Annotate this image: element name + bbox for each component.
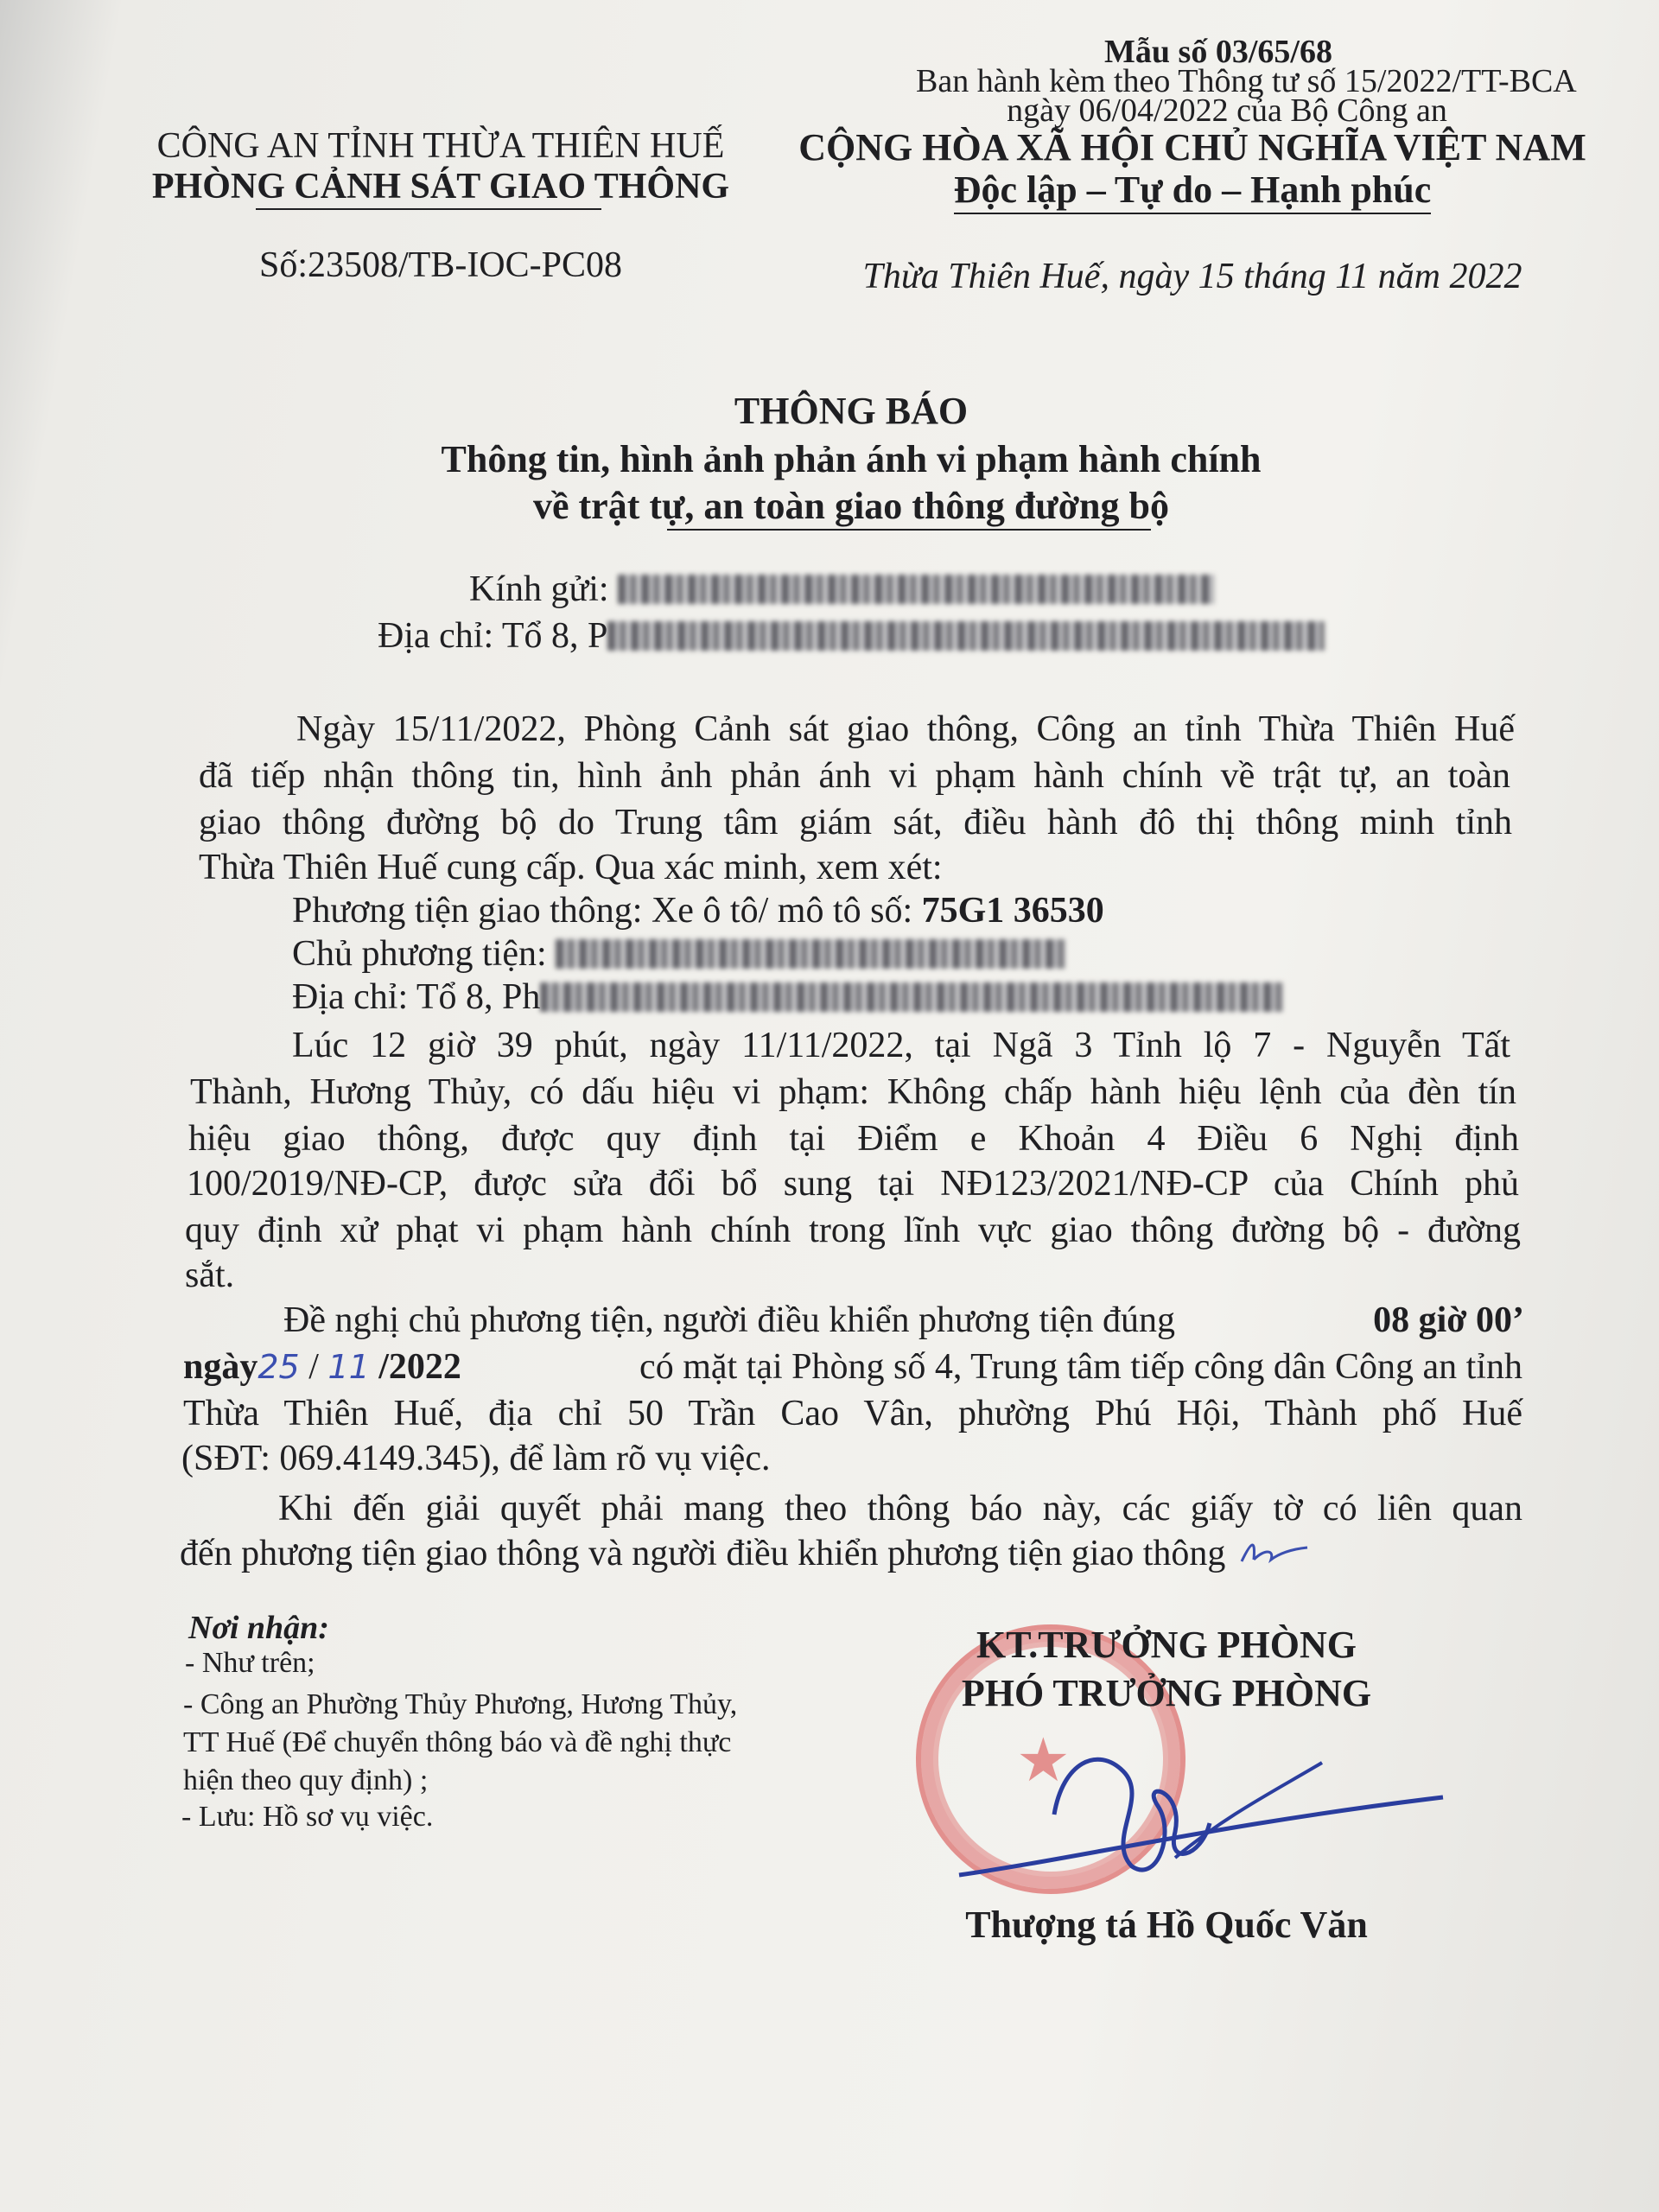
document-subtitle-1: Thông tin, hình ảnh phản ánh vi phạm hành chính [441, 438, 1262, 480]
initials-signature-icon [1235, 1535, 1313, 1570]
form-number: Mẫu số 03/65/68 [1104, 34, 1332, 70]
redacted-owner-name [556, 939, 1065, 969]
nation-title: CỘNG HÒA XÃ HỘI CHỦ NGHĨA VIỆT NAM [798, 126, 1586, 168]
p3-line1-text: Đề nghị chủ phương tiện, người điều khiển phương tiện đúng [283, 1300, 1175, 1340]
p3-line2 [183, 1346, 1522, 1388]
recipients-item-2-line3: hiện theo quy định) ; [183, 1764, 429, 1796]
p1-line1: Ngày 15/11/2022, Phòng Cảnh sát giao thông, Công an tỉnh Thừa Thiên Huế [296, 709, 1515, 749]
p1-line3: giao thông đường bộ do Trung tâm giám sát, điều hành đô thị thông minh tỉnh [199, 803, 1512, 842]
p2-line3: hiệu giao thông, được quy định tại Điểm e Khoản 4 Điều 6 Nghị định [188, 1119, 1519, 1159]
p4-line2 [180, 1533, 1313, 1574]
handwritten-signature-icon [950, 1711, 1452, 1910]
redacted-owner-address [540, 982, 1283, 1012]
recipients-item-2-line2: TT Huế (Để chuyển thông báo và đề nghị thực [183, 1726, 732, 1758]
license-plate: 75G1 36530 [921, 891, 1104, 931]
p1-line2: đã tiếp nhận thông tin, hình ảnh phản ánh vi phạm hành chính về trật tự, an toàn [199, 756, 1510, 796]
appointment-time: 08 giờ 00’ [1373, 1300, 1524, 1340]
p3-line4: (SĐT: 069.4149.345), để làm rõ vụ việc. [181, 1439, 771, 1478]
recipient-address-label: Địa chỉ: Tổ 8, P [378, 616, 608, 656]
signatory-role-1: KT.TRƯỞNG PHÒNG [976, 1624, 1357, 1666]
owner-address-line [292, 976, 1283, 1018]
p2-line5: quy định xử phạt vi phạm hành chính trong lĩnh vực giao thông đường bộ - đường [185, 1211, 1521, 1250]
appointment-date [183, 1346, 461, 1388]
vehicle-line [292, 890, 1104, 931]
document-number: Số:23508/TB-IOC-PC08 [258, 245, 623, 285]
handwritten-day: 25 [257, 1348, 300, 1386]
p2-line2: Thành, Hương Thủy, có dấu hiệu vi phạm: Không chấp hành hiệu lệnh của đèn tín [190, 1072, 1516, 1112]
document-title: THÔNG BÁO [734, 390, 969, 432]
subtitle-2-text: về trật tự, an toàn giao thông đường bộ [533, 485, 1169, 531]
recipients-item-3: - Lưu: Hồ sơ vụ việc. [181, 1801, 434, 1833]
p2-line4: 100/2019/NĐ-CP, được sửa đổi bổ sung tại NĐ123/2021/NĐ-CP của Chính phủ [187, 1164, 1519, 1204]
recipients-item-2-line1: - Công an Phường Thủy Phương, Hương Thủy, [183, 1688, 738, 1720]
motto [760, 168, 1624, 212]
date-label: ngày [183, 1347, 258, 1387]
p3-line3: Thừa Thiên Huế, địa chỉ 50 Trần Cao Vân, phường Phú Hội, Thành phố Huế [183, 1394, 1522, 1433]
vehicle-label: Phương tiện giao thông: Xe ô tô/ mô tô số: [292, 891, 913, 931]
recipients-heading: Nơi nhận: [188, 1610, 329, 1646]
document-subtitle-2 [0, 484, 1659, 528]
date-separator: / [308, 1347, 319, 1387]
recipient-label: Kính gửi: [469, 569, 609, 609]
owner-label: Chủ phương tiện: [292, 934, 547, 974]
recipient-line [469, 569, 1214, 610]
signatory-role-2: PHÓ TRƯỞNG PHÒNG [961, 1672, 1372, 1714]
recipients-item-1: - Như trên; [185, 1647, 315, 1679]
owner-line [292, 933, 1065, 975]
p4-line1: Khi đến giải quyết phải mang theo thông báo này, các giấy tờ có liên quan [278, 1489, 1522, 1529]
redacted-recipient-address [607, 621, 1325, 651]
p3-line1 [283, 1300, 1524, 1341]
owner-address-label: Địa chỉ: Tổ 8, Ph [292, 977, 541, 1017]
p1-line4: Thừa Thiên Huế cung cấp. Qua xác minh, xem xét: [199, 848, 943, 887]
p2-line6: sắt. [185, 1255, 235, 1295]
p2-line1: Lúc 12 giờ 39 phút, ngày 11/11/2022, tại Ngã 3 Tỉnh lộ 7 - Nguyễn Tất [292, 1026, 1510, 1065]
handwritten-month: 11 [327, 1348, 370, 1386]
date-year: /2022 [378, 1347, 461, 1387]
motto-text: Độc lập – Tự do – Hạnh phúc [954, 168, 1432, 214]
department-text: PHÒNG CẢNH SÁT GIAO THÔNG [152, 167, 729, 210]
redacted-recipient-name [618, 575, 1214, 604]
form-issued-line1: Ban hành kèm theo Thông tư số 15/2022/TT-BCA [916, 63, 1577, 99]
p4-line2-text: đến phương tiện giao thông và người điều khiển phương tiện giao thông [180, 1534, 1226, 1573]
recipient-address-line [378, 615, 1325, 657]
department-name [138, 166, 743, 207]
place-date: Thừa Thiên Huế, ngày 15 tháng 11 năm 2022 [862, 257, 1522, 296]
p3-line2-text: có mặt tại Phòng số 4, Trung tâm tiếp công dân Công an tỉnh [639, 1347, 1522, 1387]
signatory-name: Thượng tá Hồ Quốc Văn [965, 1904, 1368, 1946]
form-issued-line2: ngày 06/04/2022 của Bộ Công an [1007, 92, 1447, 129]
agency-name: CÔNG AN TỈNH THỪA THIÊN HUẾ [156, 126, 725, 166]
seal-star-icon: ★ [1016, 1728, 1071, 1795]
